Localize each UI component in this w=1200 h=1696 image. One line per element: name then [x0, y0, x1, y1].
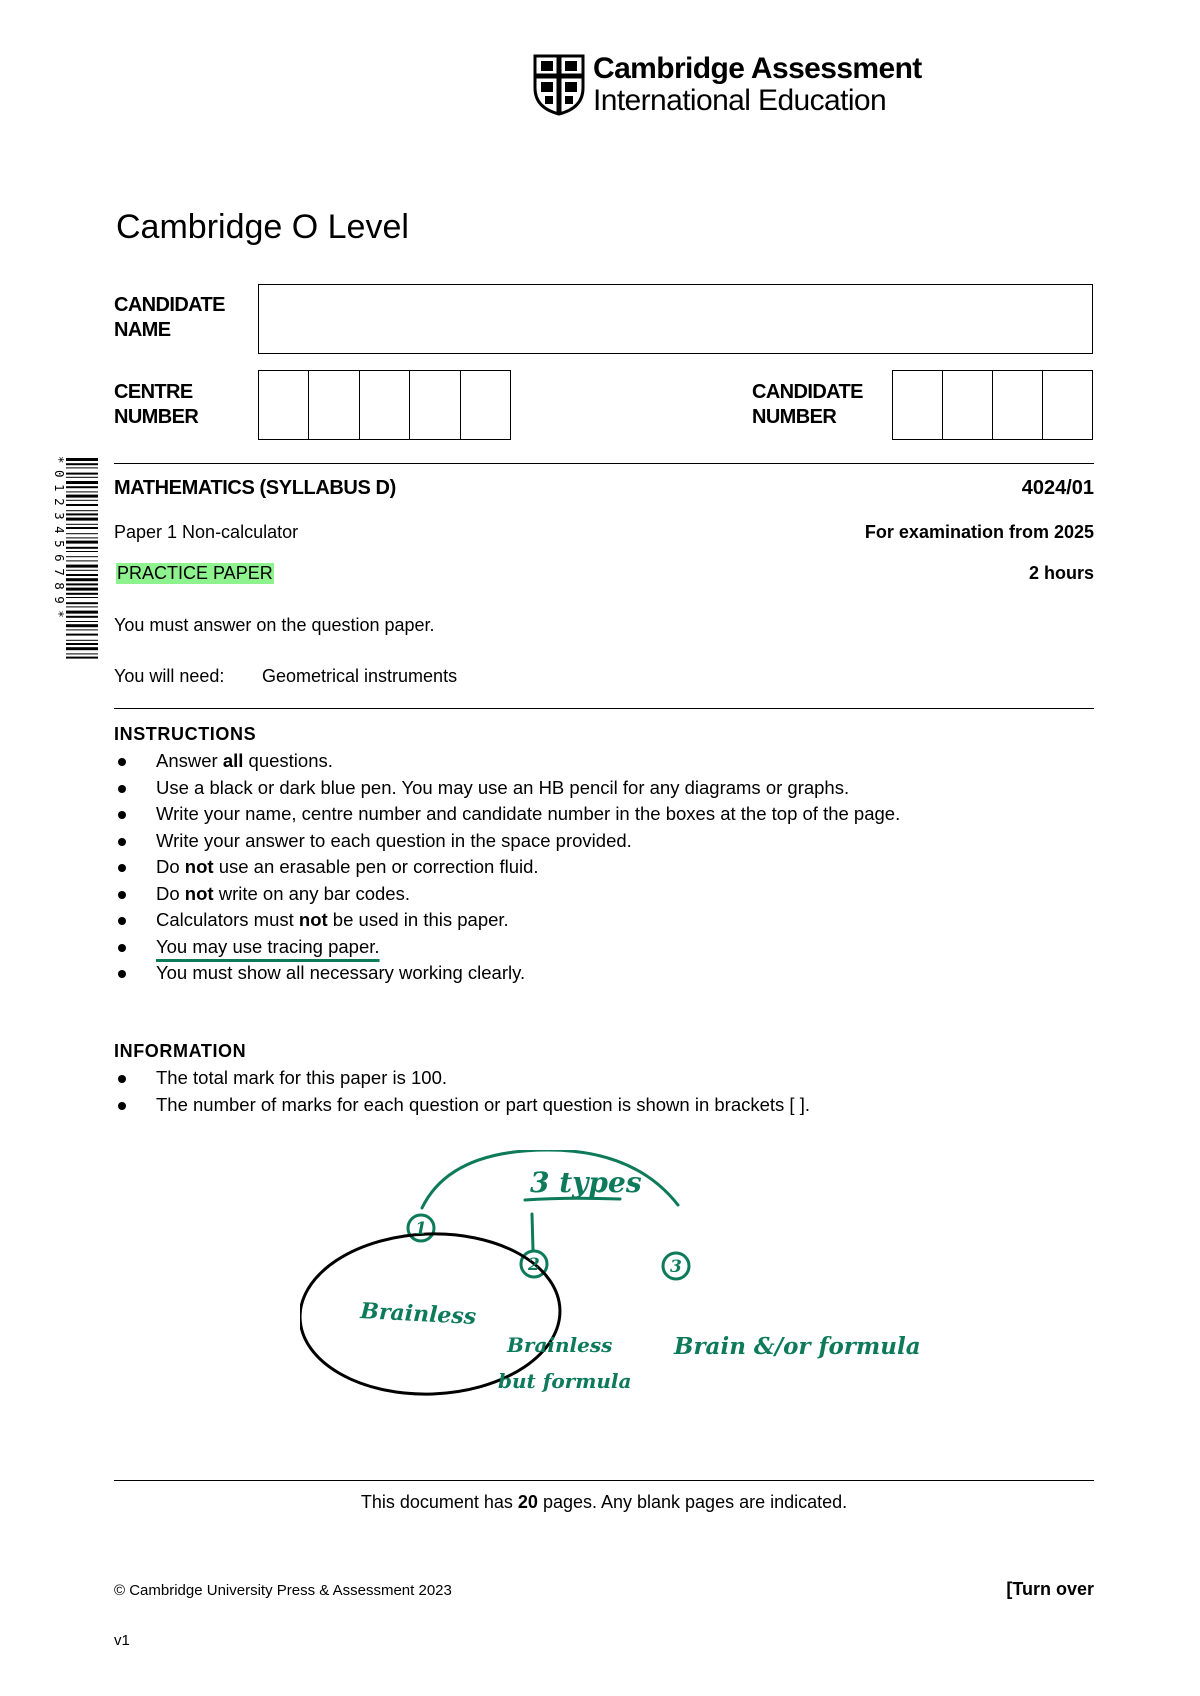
item-text: Use a black or dark blue pen. You may use an HB pencil for any diagrams or graphs.: [156, 776, 850, 798]
divider: [114, 1480, 1094, 1481]
candidate-number-label: CANDIDATE NUMBER: [752, 381, 863, 428]
centre-number-cell[interactable]: [309, 371, 359, 439]
instruction-item: [114, 748, 900, 775]
candidate-number-cell[interactable]: [993, 371, 1043, 439]
item-text: Answer all questions.: [156, 750, 333, 771]
divider: [114, 463, 1094, 464]
candidate-number-cell[interactable]: [1043, 371, 1092, 439]
need-label: You will need:: [114, 666, 225, 686]
item-text: Do not write on any bar codes.: [156, 882, 410, 904]
instruction-item: [114, 854, 900, 881]
stem-line: [532, 1214, 533, 1250]
instructions-heading: INSTRUCTIONS: [114, 724, 257, 744]
bullet-icon: [118, 970, 126, 978]
bullet-icon: [118, 917, 126, 925]
divider: [114, 708, 1094, 709]
item-text: Calculators must not be used in this paper.: [156, 909, 509, 930]
information-list: [114, 1065, 810, 1118]
bullet-icon: [118, 811, 126, 819]
bullet-icon: [118, 758, 126, 766]
marker-2: 2: [528, 1255, 540, 1275]
item-text: Do not use an erasable pen or correction fluid.: [156, 856, 539, 877]
turn-over: [Turn over: [1006, 1579, 1094, 1599]
item-text: Write your name, centre number and candidate number in the boxes at the top of the page.: [156, 803, 901, 824]
logo-line2: International Education: [593, 84, 887, 117]
candidate-number-cell[interactable]: [893, 371, 943, 439]
bullet-icon: [118, 891, 126, 899]
marker-1: 1: [415, 1219, 427, 1239]
pages-note: This document has 20 pages. Any blank pages are indicated.: [360, 1492, 848, 1512]
centre-number-cell[interactable]: [259, 371, 309, 439]
instruction-item: [114, 828, 900, 855]
shield-icon: [533, 54, 585, 116]
candidate-number-field[interactable]: [892, 370, 1093, 440]
exam-from: For examination from 2025: [864, 522, 1094, 542]
answer-note: You must answer on the question paper.: [114, 615, 435, 635]
item-text: The number of marks for each question or part question is shown in brackets [ ].: [156, 1093, 810, 1115]
need-value: Geometrical instruments: [262, 666, 458, 686]
bullet-icon: [118, 785, 126, 793]
handwritten-annotation: [300, 1150, 940, 1410]
candidate-name-label: CANDIDATE NAME: [114, 294, 225, 341]
centre-number-field[interactable]: [258, 370, 511, 440]
instruction-item: [114, 960, 900, 987]
practice-paper-highlight: PRACTICE PAPER: [117, 563, 273, 583]
bullet-icon: [118, 944, 126, 952]
centre-number-cell[interactable]: [461, 371, 510, 439]
bullet-icon: [118, 1075, 126, 1083]
centre-number-cell[interactable]: [410, 371, 460, 439]
qualification-title: Cambridge O Level: [116, 208, 409, 246]
marker-3: 3: [670, 1257, 682, 1277]
information-heading: INFORMATION: [114, 1041, 247, 1061]
instructions-list: [114, 748, 900, 987]
centre-number-label: CENTRE NUMBER: [114, 381, 199, 428]
information-item: [114, 1065, 810, 1092]
item-text: Write your answer to each question in the space provided.: [156, 829, 632, 851]
instruction-item: [114, 881, 900, 908]
syllabus-code: 4024/01: [1021, 477, 1094, 499]
instruction-item: [114, 801, 900, 828]
barcode: [44, 456, 100, 664]
item-text: You must show all necessary working clearly.: [156, 962, 526, 983]
instruction-item: [114, 775, 900, 802]
label-but-formula: but formula: [498, 1369, 632, 1393]
logo-line1: Cambridge Assessment: [593, 52, 922, 85]
bullet-icon: [118, 1102, 126, 1110]
bullet-icon: [118, 864, 126, 872]
candidate-number-cell[interactable]: [943, 371, 993, 439]
label-brainless: Brainless: [359, 1298, 477, 1331]
instruction-item: [114, 907, 900, 934]
label-brainless-2: Brainless: [507, 1333, 613, 1357]
subject-title: MATHEMATICS (SYLLABUS D): [114, 477, 396, 499]
cambridge-logo: [533, 52, 922, 118]
version: v1: [114, 1632, 130, 1649]
item-text: You may use tracing paper.: [156, 935, 380, 957]
centre-number-cell[interactable]: [360, 371, 410, 439]
annotation-title: 3 types: [530, 1166, 642, 1199]
barcode-text: *0123456789*: [52, 456, 67, 625]
duration: 2 hours: [1028, 563, 1094, 583]
item-text: The total mark for this paper is 100.: [156, 1067, 447, 1088]
information-item: [114, 1092, 810, 1119]
paper-name: Paper 1 Non-calculator: [114, 522, 299, 542]
label-brain-formula: Brain &/or formula: [674, 1333, 921, 1360]
copyright: © Cambridge University Press & Assessment 2023: [114, 1582, 452, 1599]
instruction-item: [114, 934, 900, 961]
candidate-name-field[interactable]: [258, 284, 1093, 354]
bullet-icon: [118, 838, 126, 846]
